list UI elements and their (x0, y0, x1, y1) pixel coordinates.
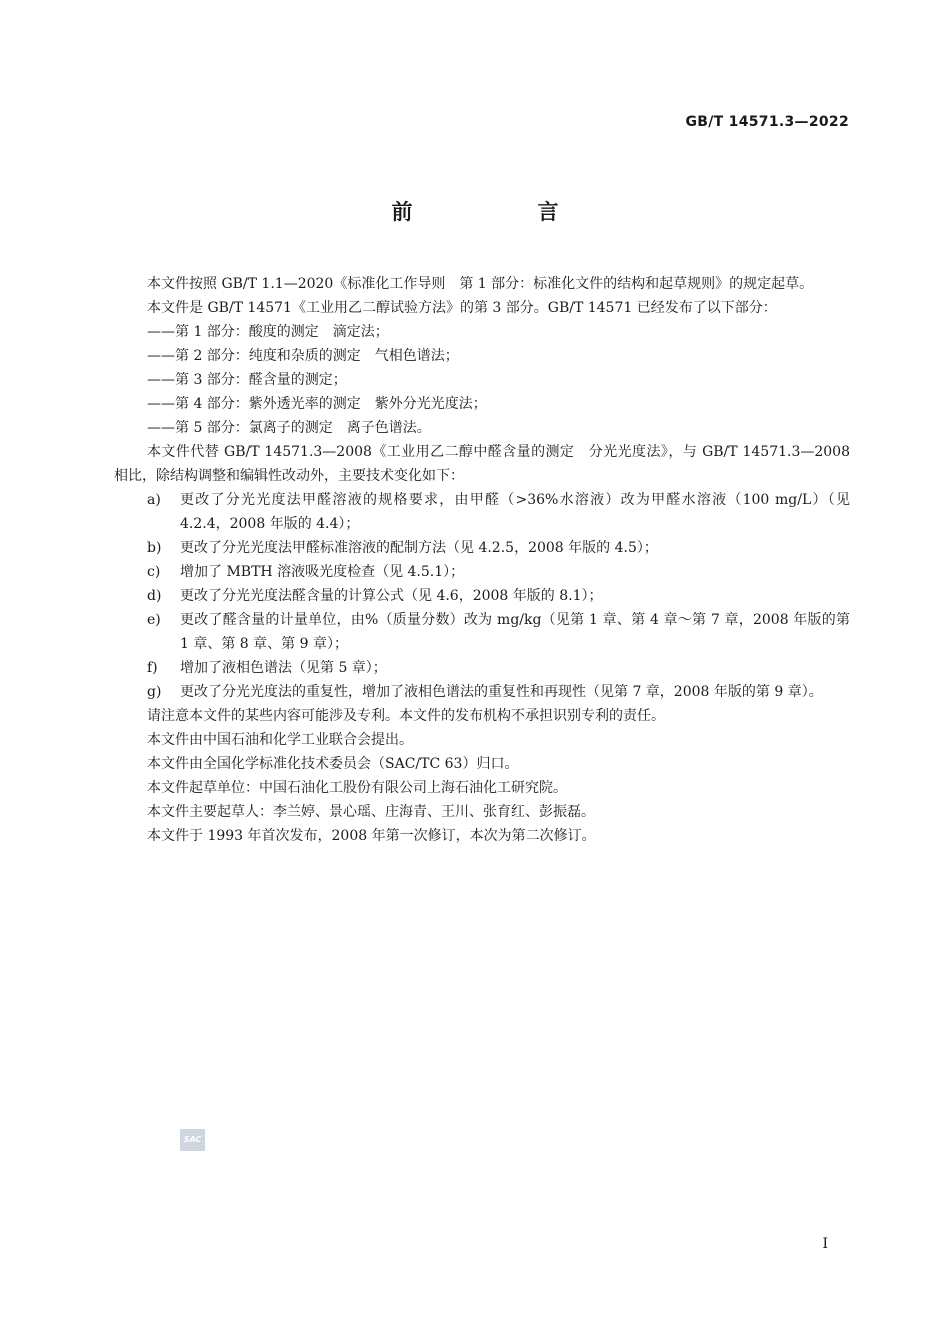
change-text: 更改了分光光度法甲醛标准溶液的配制方法（见 4.2.5，2008 年版的 4.5）； (180, 540, 658, 556)
change-text: 更改了分光光度法的重复性，增加了液相色谱法的重复性和再现性（见第 7 章，2008 年版的第 9 章）。 (180, 684, 823, 700)
part-list-item: ——第 3 部分：醛含量的测定； (147, 372, 347, 388)
change-item (114, 536, 850, 560)
standard-number: GB/T 14571.3—2022 (685, 114, 849, 130)
paragraph-replacement: 本文件代替 GB/T 14571.3—2008《工业用乙二醇中醛含量的测定 分光光度法》，与 GB/T 14571.3—2008 相比，除结构调整和编辑性改动外，主要技术变化如下： (114, 444, 850, 484)
paragraph-series-intro: 本文件是 GB/T 14571《工业用乙二醇试验方法》的第 3 部分。GB/T 14571 已经发布了以下部分： (147, 300, 777, 316)
paragraph-drafting-rules: 本文件按照 GB/T 1.1—2020《标准化工作导则 第 1 部分：标准化文件的结构和起草规则》的规定起草。 (147, 276, 814, 292)
paragraph-proposer: 本文件由中国石油和化学工业联合会提出。 (147, 732, 413, 748)
change-item (114, 560, 850, 584)
change-label: e) (147, 612, 161, 628)
paragraph-history: 本文件于 1993 年首次发布，2008 年第一次修订，本次为第二次修订。 (147, 828, 596, 844)
foreword-body (114, 272, 850, 848)
change-label: g) (147, 684, 162, 700)
paragraph-patent-notice: 请注意本文件的某些内容可能涉及专利。本文件的发布机构不承担识别专利的责任。 (147, 708, 665, 724)
change-label: a) (147, 492, 161, 508)
change-label: f) (147, 660, 158, 676)
part-list-item: ——第 2 部分：纯度和杂质的测定 气相色谱法； (147, 348, 459, 364)
change-label: c) (147, 564, 161, 580)
paragraph-drafting-unit: 本文件起草单位：中国石油化工股份有限公司上海石油化工研究院。 (147, 780, 567, 796)
change-label: d) (147, 588, 162, 604)
change-text: 增加了 MBTH 溶液吸光度检查（见 4.5.1）； (180, 564, 465, 580)
change-text: 更改了分光光度法醛含量的计算公式（见 4.6，2008 年版的 8.1）； (180, 588, 603, 604)
change-item (114, 608, 850, 656)
change-label: b) (147, 540, 162, 556)
paragraph-committee: 本文件由全国化学标准化技术委员会（SAC/TC 63）归口。 (147, 756, 519, 772)
change-item (114, 488, 850, 536)
change-text: 更改了分光光度法甲醛溶液的规格要求，由甲醛（>36%水溶液）改为甲醛水溶液（100 mg/L）（见 4.2.4，2008 年版的 4.4）； (180, 492, 850, 532)
change-item (114, 656, 850, 680)
page-title: 前 言 (391, 200, 611, 224)
change-text: 更改了醛含量的计量单位，由%（质量分数）改为 mg/kg（见第 1 章、第 4 章～第 7 章，2008 年版的第 1 章、第 8 章、第 9 章）； (180, 612, 850, 652)
part-list-item: ——第 4 部分：紫外透光率的测定 紫外分光光度法； (147, 396, 487, 412)
part-list-item: ——第 1 部分：酸度的测定 滴定法； (147, 324, 389, 340)
page-number: I (822, 1236, 828, 1252)
change-item (114, 584, 850, 608)
sac-logo: SAC (180, 1129, 205, 1151)
paragraph-drafters: 本文件主要起草人：李兰婷、景心瑶、庄海青、王川、张育红、彭振磊。 (147, 804, 595, 820)
change-item (114, 680, 850, 704)
part-list-item: ——第 5 部分：氯离子的测定 离子色谱法。 (147, 420, 431, 436)
change-text: 增加了液相色谱法（见第 5 章）； (180, 660, 387, 676)
